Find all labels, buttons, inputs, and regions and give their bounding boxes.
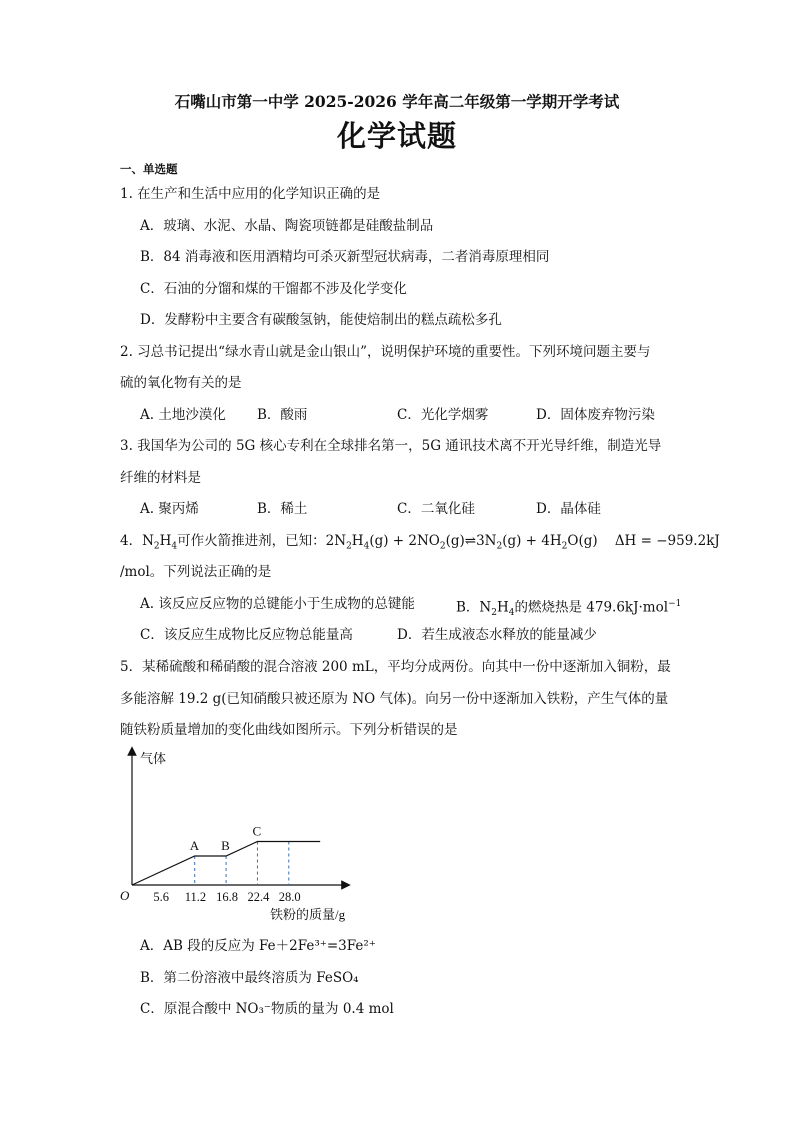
q1-option-a: A．玻璃、水泥、水晶、陶瓷项链都是硅酸盐制品: [140, 218, 434, 234]
q3-option-d: D．晶体硅: [536, 501, 601, 517]
point-label-b: B: [221, 838, 230, 853]
q4-option-c: C．该反应生成物比反应物总能量高: [140, 627, 353, 643]
q5-option-a: A．AB 段的反应为 Fe＋2Fe³⁺=3Fe²⁺: [140, 938, 376, 954]
x-tick-label: 28.0: [278, 890, 301, 904]
section-heading: 一、单选题: [120, 162, 178, 176]
x-tick-label: 5.6: [153, 890, 169, 904]
origin-label: O: [120, 888, 130, 903]
q5-gas-vs-iron-chart: [118, 745, 368, 925]
q1-option-b: B．84 消毒液和医用酒精均可杀灭新型冠状病毒，二者消毒原理相同: [140, 249, 550, 265]
q5-stem-line3: 随铁粉质量增加的变化曲线如图所示。下列分析错误的是: [120, 722, 458, 738]
exam-header: 石嘴山市第一中学 2025-2026 学年高二年级第一学期开学考试: [174, 92, 620, 111]
q3-option-a: A. 聚丙烯: [140, 501, 199, 517]
q5-option-c: C．原混合酸中 NO₃⁻物质的量为 0.4 mol: [140, 1001, 394, 1017]
point-label-c: C: [252, 823, 262, 839]
x-tick-label: 16.8: [216, 890, 238, 904]
q1-option-c: C．石油的分馏和煤的干馏都不涉及化学变化: [140, 281, 407, 297]
q4-stem-line2: /mol。下列说法正确的是: [120, 564, 272, 580]
x-axis-label: 铁粉的质量/g: [270, 907, 346, 922]
q1-stem: 1. 在生产和生活中应用的化学知识正确的是: [120, 186, 381, 202]
q1-option-d: D．发酵粉中主要含有碳酸氢钠，能使焙制出的糕点疏松多孔: [140, 312, 502, 328]
q5-stem-line2: 多能溶解 19.2 g(已知硝酸只被还原为 NO 气体)。向另一份中逐渐加入铁粉，产生气体的量: [120, 691, 669, 707]
q3-option-b: B．稀土: [257, 501, 308, 517]
q5-option-b: B．第二份溶液中最终溶质为 FeSO₄: [140, 970, 359, 986]
q2-option-d: D．固体废弃物污染: [536, 407, 655, 423]
q4-stem-line1: 4．$N_2H_4$可作火箭推进剂，已知：$2N_2H_4(g)$ + $2NO_2(g)\rightleftharpoons 3N_2(g) + 4H_2O(g)$ ΔH = −959.2kJ: [120, 533, 720, 552]
q2-stem-line1: 2. 习总书记提出“绿水青山就是金山银山”，说明保护环境的重要性。下列环境问题主要与: [120, 344, 651, 360]
q5-stem-line1: 5．某稀硫酸和稀硝酸的混合溶液 200 mL，平均分成两份。向其中一份中逐渐加入铜粉，最: [120, 659, 671, 675]
q4-option-b: B．$N_2H_4$的燃烧热是 479.6kJ·mol$^{-1}$: [456, 599, 682, 619]
q3-option-c: C．二氧化硅: [397, 501, 475, 517]
subject-title: 化学试题: [336, 119, 457, 153]
q4-option-d: D．若生成液态水释放的能量减少: [397, 627, 597, 643]
x-tick-label: 22.4: [247, 890, 270, 904]
q2-option-a: A. 土地沙漠化: [140, 407, 226, 423]
q2-option-b: B．酸雨: [257, 407, 308, 423]
q3-stem-line2: 纤维的材料是: [120, 470, 201, 486]
q2-option-c: C．光化学烟雾: [397, 407, 489, 423]
q2-stem-line2: 硫的氧化物有关的是: [120, 375, 242, 391]
point-label-a: A: [189, 838, 200, 853]
y-axis-label: 气体: [140, 751, 167, 766]
q4-equation: $2N_2H_4(g)$ + $2NO_2(g)\rightleftharpoons 3N_2(g) + 4H_2O(g)$: [325, 533, 598, 552]
q3-stem-line1: 3. 我国华为公司的 5G 核心专利在全球排名第一，5G 通讯技术离不开光导纤维，制造光导: [120, 438, 662, 454]
x-tick-label: 11.2: [184, 890, 207, 904]
q4-option-a: A. 该反应反应物的总键能小于生成物的总键能: [140, 596, 415, 612]
